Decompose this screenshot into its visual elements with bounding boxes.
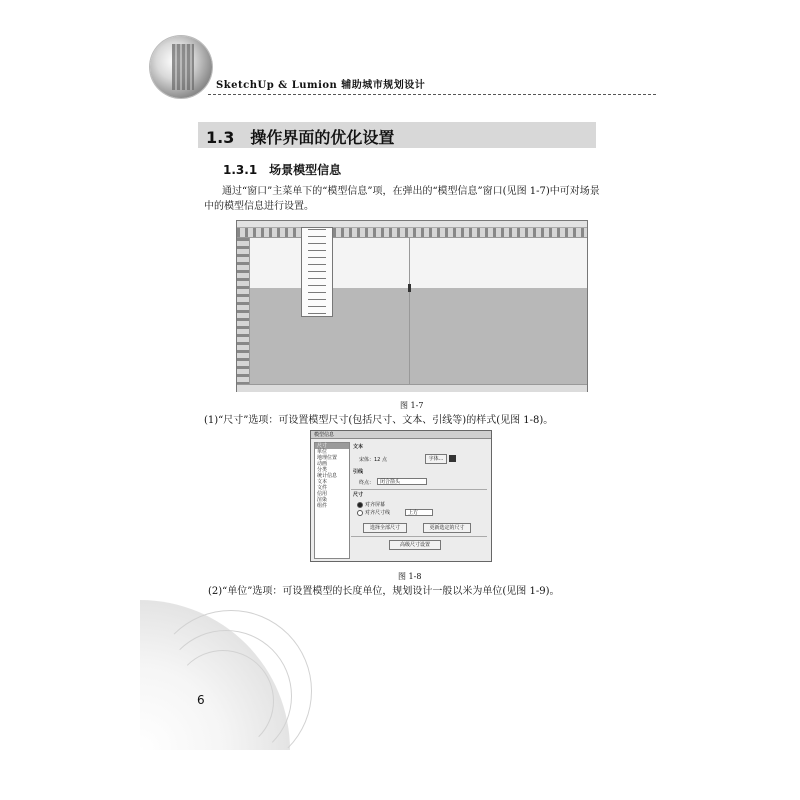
swirl-line-decoration [172, 650, 274, 752]
dialog-nav-list [314, 442, 350, 559]
dialog-divider [351, 536, 487, 537]
running-head: SketchUp & Lumion 辅助城市规划设计 [216, 80, 426, 91]
nav-item: 信用 [317, 491, 328, 497]
font-color-swatch [449, 455, 456, 462]
leader-section-label: 引线 [353, 469, 364, 475]
figure-1-8-dialog [310, 430, 492, 562]
figure-1-7-screenshot [236, 220, 588, 392]
nav-item: 组件 [317, 503, 328, 509]
align-dimension-label: 对齐尺寸线 [365, 510, 391, 516]
sketchup-toolbar [237, 228, 587, 238]
item-2-paragraph: (2)“单位”选项：可设置模型的长度单位，规划设计一般以米为单位(见图 1-9)。 [208, 586, 560, 597]
intro-paragraph-line1: 通过“窗口”主菜单下的“模型信息”项，在弹出的“模型信息”窗口(见图 1-7)中可对场景 [222, 186, 600, 197]
dialog-divider [351, 489, 487, 490]
viewport-axis [409, 238, 410, 385]
city-skyline-icon [172, 44, 194, 90]
nav-item: 渲染 [317, 497, 328, 503]
update-selected-dimensions-button: 更新选定的尺寸 [423, 523, 471, 533]
dialog-titlebar: 模型信息 [311, 431, 491, 439]
subsection-title: 1.3.1 场景模型信息 [223, 163, 342, 177]
intro-paragraph-line2: 中的模型信息进行设置。 [204, 201, 314, 212]
nav-item: 动画 [317, 461, 328, 467]
nav-item: 尺寸 [315, 443, 349, 449]
sketchup-statusbar [237, 384, 587, 392]
text-section-label: 文本 [353, 444, 364, 450]
align-screen-radio [357, 502, 363, 508]
window-dropdown-menu [301, 227, 333, 317]
nav-item: 文本 [317, 479, 328, 485]
section-title: 1.3 操作界面的优化设置 [206, 128, 395, 147]
item-1-paragraph: (1)“尺寸”选项：可设置模型尺寸(包括尺寸、文本、引线等)的样式(见图 1-8)。 [204, 415, 554, 426]
sketchup-left-toolbar [237, 238, 250, 384]
advanced-dimension-settings-button: 高级尺寸设置 [389, 540, 441, 550]
nav-item: 分类 [317, 467, 328, 473]
nav-item: 文件 [317, 485, 328, 491]
select-all-dimensions-button: 选择全部尺寸 [363, 523, 407, 533]
align-dimension-radio [357, 510, 363, 516]
scale-figure-icon [408, 284, 411, 292]
align-screen-label: 对齐屏幕 [365, 502, 386, 508]
align-position-select: 上方 [405, 509, 433, 516]
figure-1-7-caption: 图 1-7 [400, 401, 424, 410]
nav-item: 统计信息 [317, 473, 338, 479]
page-number: 6 [197, 693, 205, 707]
endpoint-select: 闭合箭头 [377, 478, 427, 485]
header-rule [208, 94, 656, 95]
endpoint-label: 终点： [359, 480, 375, 486]
font-button: 字体... [425, 454, 447, 464]
sketchup-menubar [237, 221, 587, 228]
figure-1-8-caption: 图 1-8 [398, 572, 422, 581]
nav-item: 地理位置 [317, 455, 338, 461]
dimension-section-label: 尺寸 [353, 492, 364, 498]
font-value: 宋体：12 点 [359, 457, 387, 463]
nav-item: 单位 [317, 449, 328, 455]
